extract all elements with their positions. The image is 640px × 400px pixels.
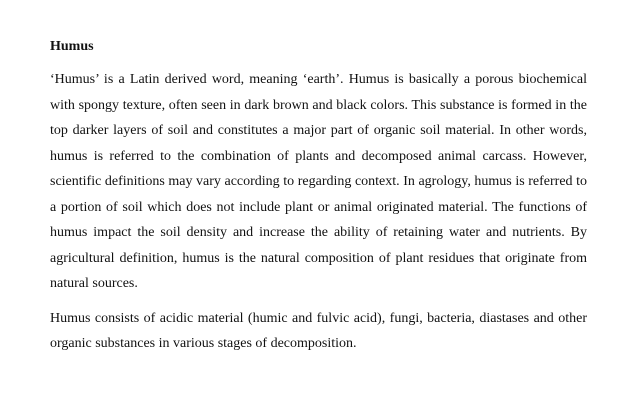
document-page (50, 38, 587, 357)
section-heading: Humus (50, 39, 94, 54)
paragraph-definition: ‘Humus’ is a Latin derived word, meaning ‘earth’. Humus is basically a porous biochemical with spongy texture, often seen in dark brown and black colors. This substance is formed in the top darker layers of soil and constitutes a major part of organic soil material. In other words, humus is referred to the combination of plants and decomposed animal carcass. However, scientific definitions may vary according to regarding context. In agrology, humus is referred to a portion of soil which does not include plant or animal originated material. The functions of humus impact the soil density and increase the ability of retaining water and nutrients. By agricultural definition, humus is the natural composition of plant residues that originate from natural sources. (50, 72, 587, 291)
paragraph-composition: Humus consists of acidic material (humic and fulvic acid), fungi, bacteria, diastases and other organic substances in various stages of decomposition. (50, 310, 587, 351)
